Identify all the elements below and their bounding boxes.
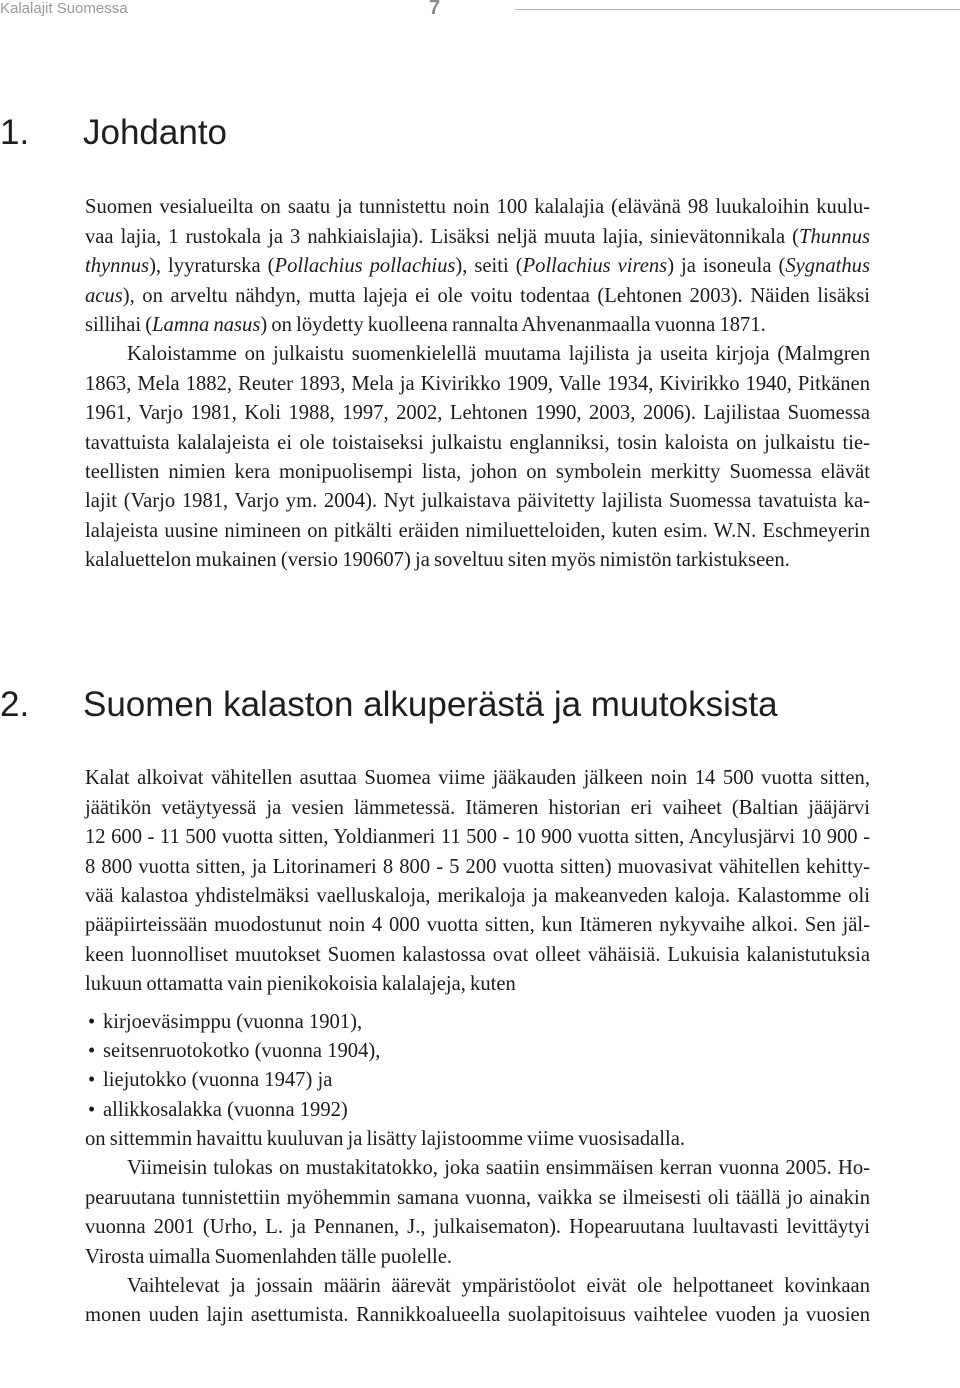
text-line [85,546,870,575]
paragraph [85,193,870,340]
text-segment: ), lyyraturska ( [149,255,275,278]
paragraph [85,1125,870,1154]
text-line [85,487,870,516]
section-title: Suomen kalaston alkuperästä ja muutoksista [83,685,778,724]
bullet-marker: • [88,1039,96,1062]
text-segment: tavattuista kalalajeista ei ole toistaiseksi julkaistu englanniksi, tosin kaloista on julkaistu tie- [85,431,870,454]
text-line [85,970,870,999]
text-line [85,911,870,940]
paragraph [85,340,870,575]
text-line [85,517,870,546]
text-line [85,794,870,823]
section-body [85,764,870,1330]
text-line [85,252,870,281]
text-segment: Viimeisin tulokas on mustakitatokko, joka saatiin ensimmäisen kerran vuonna 2005. Ho- [127,1157,870,1180]
bullet-marker: • [88,1010,96,1033]
text-segment: 8 800 vuotta sitten, ja Litorinameri 8 800 - 5 200 vuotta sitten) muovasivat vähitellen kehitty- [85,855,870,878]
paragraph [85,764,870,999]
species-name: Pollachius pollachius [274,255,456,278]
paragraph [85,1154,870,1272]
text-segment: ) ja isoneula ( [667,255,786,278]
text-line [85,853,870,882]
text-line [85,340,870,369]
list-item-text: seitsenruotokotko (vuonna 1904), [103,1039,381,1062]
text-line [85,311,870,340]
text-line [85,193,870,222]
text-segment: lukuun ottamatta vain pienikokoisia kalalajeja, kuten [85,973,516,996]
text-line [85,1184,870,1213]
page-number: 7 [429,0,441,19]
list-item [85,1096,870,1125]
text-segment: on sittemmin havaittu kuuluvan ja lisätty lajistoomme viime vuosisadalla. [85,1128,685,1151]
text-line [85,1213,870,1242]
text-segment: vuonna 2001 (Urho, L. ja Pennanen, J., julkaisematon). Hopearuutana luultavasti levittäytyi [85,1216,870,1239]
text-segment: monen uuden lajin asettumista. Rannikkoalueella suolapitoisuus vaihtelee vuoden ja vuosien [85,1304,870,1327]
text-line [85,764,870,793]
text-line [85,399,870,428]
text-segment: Kaloistamme on julkaistu suomenkielellä muutama lajilista ja useita kirjoja (Malmgren [127,343,870,366]
text-segment: kalaluettelon mukainen (versio 190607) ja soveltuu siten myös nimistön tarkistukseen. [85,549,790,572]
text-line [85,1154,870,1183]
text-segment: keen luonnolliset muutokset Suomen kalastossa ovat olleet vähäisiä. Lukuisia kalanistutuksia [85,943,870,966]
section-title: Johdanto [83,113,228,152]
text-line [85,1301,870,1330]
text-segment: ), on arveltu nähdyn, mutta lajeja ei ole voitu todentaa (Lehtonen 2003). Näiden lisäksi [122,284,870,307]
text-line [85,882,870,911]
text-segment: Kalat alkoivat vähitellen asuttaa Suomea viime jääkauden jälkeen noin 14 500 vuotta sitten, [85,767,870,790]
species-name: Sygnathus [785,255,870,278]
text-line [85,458,870,487]
text-segment: Vaihtelevat ja jossain määrin äärevät ympäristöolot eivät ole helpottaneet kovinkaan [127,1275,870,1298]
list-item [85,1066,870,1095]
list-item-text: liejutokko (vuonna 1947) ja [103,1069,333,1092]
text-segment: 12 600 - 11 500 vuotta sitten, Yoldianmeri 11 500 - 10 900 vuotta sitten, Ancylusjärvi 10 900 - [85,826,870,849]
text-line [85,429,870,458]
text-line [85,282,870,311]
text-segment: sillihai ( [85,313,153,336]
text-line [85,823,870,852]
text-segment: ) on löydetty kuolleena rannalta Ahvenanmaalla vuonna 1871. [260,313,766,336]
section-number: 1. [0,113,30,152]
section-body [85,193,870,575]
bullet-marker: • [88,1098,96,1121]
text-line [85,941,870,970]
list-item [85,1008,870,1037]
paragraph [85,1272,870,1331]
running-title: Kalalajit Suomessa [0,0,128,17]
text-line [85,1243,870,1272]
text-segment: lalajeista uusine nimineen on pitkälti eräiden nimiluetteloiden, kuten esim. W.N. Eschmeyerin [85,519,870,542]
species-name: Lamna nasus [152,313,261,336]
text-segment: ), seiti ( [455,255,523,278]
bullet-list [85,1008,870,1126]
section-heading [0,113,960,153]
text-segment: Virosta uimalla Suomenlahden tälle puolelle. [85,1245,453,1268]
text-segment: Suomen vesialueilta on saatu ja tunnistettu noin 100 kalalajia (elävänä 98 luukaloihin kuulu- [85,196,870,219]
text-segment: lajit (Varjo 1981, Varjo ym. 2004). Nyt julkaistava päivitetty lajilista Suomessa tavatuista ka- [85,490,870,513]
species-name: acus [85,284,123,307]
text-segment: pääpiirteissään muodostunut noin 4 000 vuotta sitten, kun Itämeren nykyvaihe alkoi. Sen jäl- [85,914,870,937]
text-segment: 1961, Varjo 1981, Koli 1988, 1997, 2002, Lehtonen 1990, 2003, 2006). Lajilistaa Suomessa [85,402,870,425]
text-segment: teellisten nimien kera monipuolisempi lista, johon on symbolein merkitty Suomessa elävät [85,460,870,483]
text-segment: jäätikön vetäytyessä ja vesien lämmetessä. Itämeren historian eri vaiheet (Baltian jääjärvi [85,796,870,819]
section-number: 2. [0,685,30,724]
list-item-text: kirjoeväsimppu (vuonna 1901), [103,1010,363,1033]
species-name: Thunnus [799,225,870,248]
text-line [85,370,870,399]
text-segment: vaa lajia, 1 rustokala ja 3 nahkiaislajia). Lisäksi neljä muuta lajia, sinievätonnikala ( [85,225,800,248]
section-heading [0,685,960,725]
header-rule [515,9,960,10]
text-segment: pearuutana tunnistettiin myöhemmin samana vuonna, vaikka se ilmeisesti oli täällä jo ainakin [85,1186,870,1209]
text-segment: 1863, Mela 1882, Reuter 1893, Mela ja Kivirikko 1909, Valle 1934, Kivirikko 1940, Pitkänen [85,372,870,395]
text-line [85,1125,870,1154]
bullet-marker: • [88,1069,96,1092]
text-line [85,223,870,252]
text-line [85,1272,870,1301]
species-name: Pollachius virens [522,255,668,278]
species-name: thynnus [85,255,150,278]
text-segment: vää kalastoa yhdistelmäksi vaelluskaloja, merikaloja ja makeanveden kaloja. Kalastomme oli [85,884,870,907]
list-item-text: allikkosalakka (vuonna 1992) [103,1098,348,1121]
list-item [85,1037,870,1066]
